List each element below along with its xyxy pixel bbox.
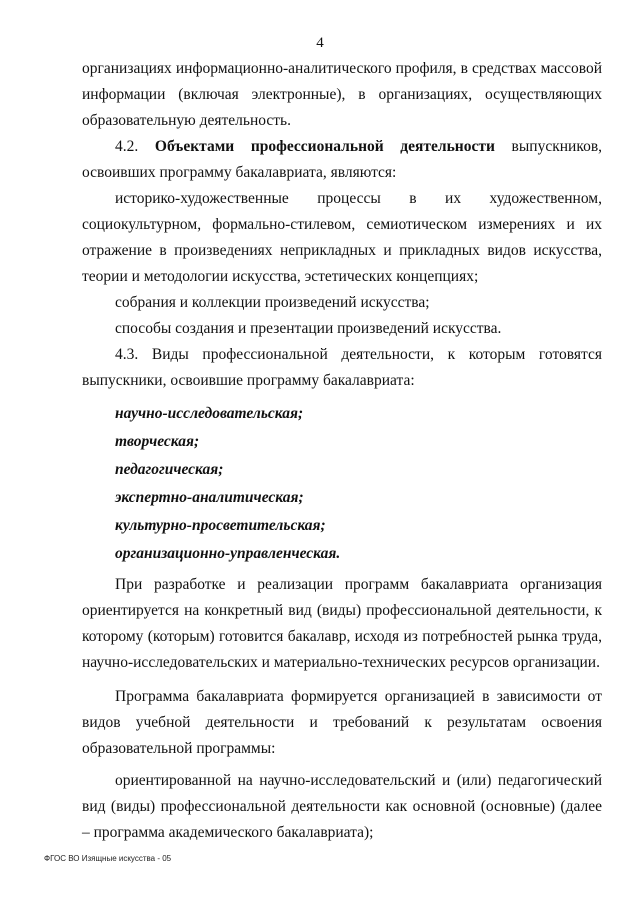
activity-type-5: культурно-просветительская; (115, 517, 326, 534)
paragraph-program-development: При разработке и реализации программ бакалавриата организация ориентируется на конкретный вид (виды) профессиональной деятельности, к которому (которым) готовится бакалавр, исходя из потребностей рынка труда, научно-исследовательских и материально-технических ресурсов организации. (82, 576, 602, 671)
activity-type-6: организационно-управленческая. (115, 545, 341, 562)
activity-type-1: научно-исследовательская; (115, 405, 304, 422)
paragraph-organizations: организациях информационно-аналитического профиля, в средствах массовой информации (включая электронные), в организациях, осуществляющих образовательную деятельность. (82, 60, 602, 129)
activity-type-3: педагогическая; (115, 461, 224, 478)
paragraph-4-3: 4.3. Виды профессиональной деятельности, к которым готовятся выпускники, освоившие программу бакалавриата: (82, 346, 602, 389)
page-content (82, 56, 602, 846)
section-number: 4.2. (115, 138, 155, 155)
paragraph-program-formation: Программа бакалавриата формируется организацией в зависимости от видов учебной деятельности и требований к результатам освоения образовательной программы: (82, 688, 602, 757)
paragraph-academic-bachelor: ориентированной на научно-исследовательский и (или) педагогический вид (виды) профессиональной деятельности как основной (основные) (далее – программа академического бакалавриата); (82, 772, 602, 841)
activity-type-2: творческая; (115, 433, 200, 450)
list-item-objects-2: собрания и коллекции произведений искусства; (115, 294, 430, 311)
list-item-objects-1: историко-художественные процессы в их художественном, социокультурном, формально-стилевом, семиотическом измерениях и их отражение в произведениях неприкладных и прикладных видов искусства, теории и методологии искусства, эстетических концепциях; (82, 190, 602, 285)
paragraph-4-2 (82, 134, 602, 186)
activity-type-4: экспертно-аналитическая; (115, 489, 304, 506)
bold-term: Объектами профессиональной деятельности (154, 138, 495, 155)
footer-label: ФГОС ВО Изящные искусства - 05 (44, 854, 172, 863)
paragraph-text: выпускников, освоивших программу бакалавриата, являются: (82, 138, 603, 181)
list-item-objects-3: способы создания и презентации произведений искусства. (115, 320, 502, 337)
page-number: 4 (316, 35, 324, 51)
